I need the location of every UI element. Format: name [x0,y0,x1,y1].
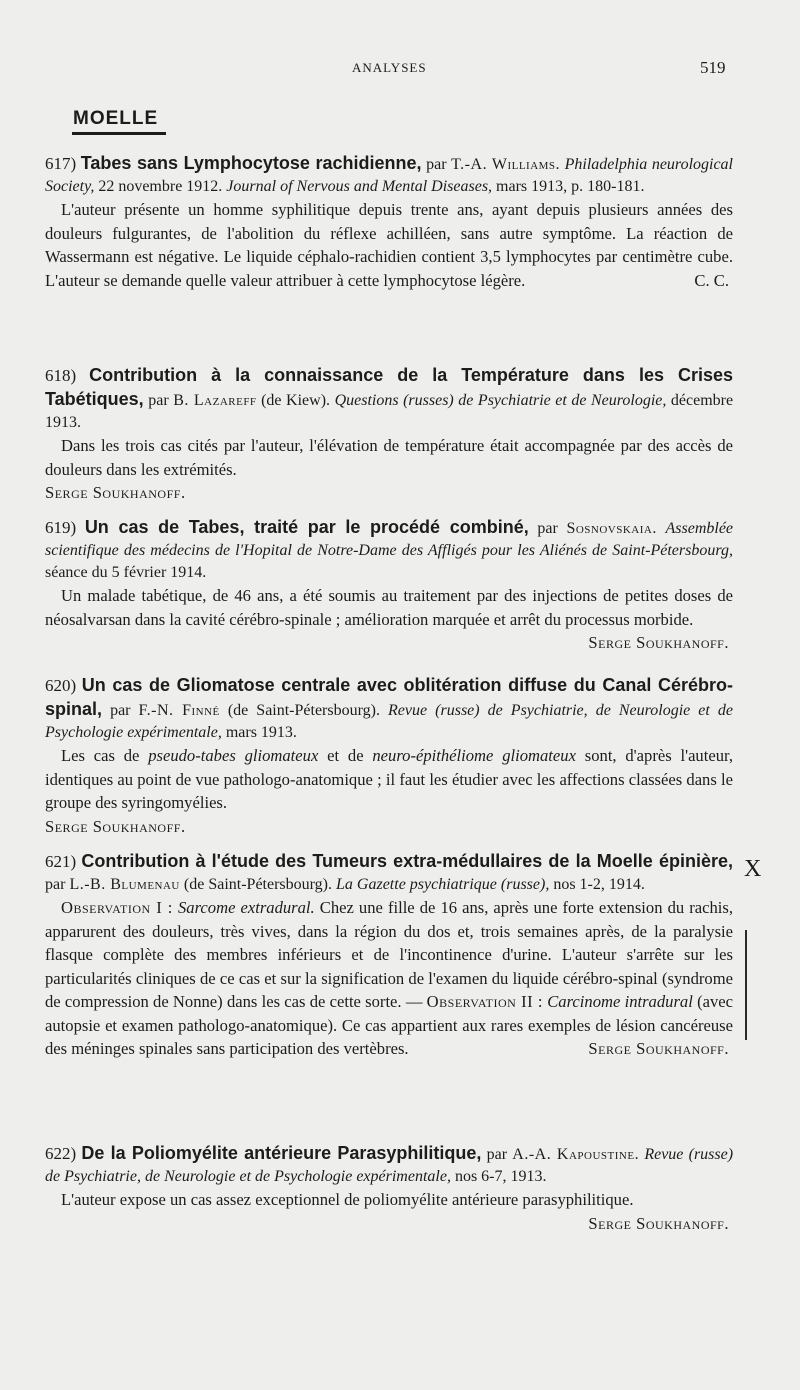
abstract-text: sont, d'après l'auteur, identiques au point de vue pathologo-anatomique ; il faut les étudier avec les affections classées dans le groupe des syringomyélies. [45,746,734,812]
par-word: par [110,702,131,719]
par-word: par [45,876,66,893]
abstract-text: Chez une fille de 16 ans, après une forte extension du rachis, apparurent des douleurs, très vives, dans la région du dos et, trois semaines après, de la paralysie flasque complète des membres inférieurs et de l'incontinence d'urine. L'auteur s'arrête sur les particularités cliniques de ce cas et sur la signification de l'examen du liquide cérébro-spinal (syndrome de compression de Nonne) dans les cas de cette sorte. — [45,898,733,1011]
source-journal: Questions [334,392,399,409]
signature: C. C. [694,270,729,290]
abstract-621 [45,850,733,1061]
abstract-622 [45,1142,733,1235]
source-lang: (russes) [403,392,454,409]
abstract-body [45,198,733,292]
entry-author: F.-N. Finné [138,702,220,719]
source-lang: (russe) [688,1146,734,1163]
entry-number: 622) [45,1144,77,1163]
abstract-620 [45,674,733,838]
signature: Serge Soukhanoff. [45,816,186,836]
author-place: (de Saint-Pétersbourg). [183,876,333,893]
abstract-text: L'auteur présente un homme syphilitique depuis trente ans, ayant depuis plusieurs années des douleurs fulgurantes, de l'abolition du réflexe achilléen, sans autre symptôme. La réaction de Wassermann est négative. Le liquide céphalo-rachidien contient 3,5 lymphocytes par centimètre cube. L'auteur se demande quelle valeur attribuer à cette lymphocytose légère. [45,200,733,290]
par-word: par [148,392,169,409]
source-lang: (russe), [500,876,550,893]
entry-author: T.-A. Williams. [451,156,561,173]
par-word: par [486,1146,508,1163]
par-word: par [537,520,558,537]
term-pseudo-tabes: pseudo-tabes gliomateux [148,746,319,765]
abstract-text: (avec autopsie et examen pathologo-anatomique). Ce cas appartient aux rares exemples de lésion cancéreuse des méninges spinales sans participation des vertèbres. [45,992,733,1058]
citation-620 [45,674,733,744]
source-date: 22 novembre 1912. [98,178,223,195]
observation-title: Sarcome extradural. [177,898,315,917]
abstract-text: et de [327,746,364,765]
entry-title: Tabes sans Lymphocytose rachidienne, [80,153,422,173]
abstract-text: Les cas de [61,746,140,765]
citation-618 [45,364,733,434]
source-journal-cont: de Psychiatrie, de Neurologie et de Psychologie expérimentale, [45,702,733,741]
signature: Serge Soukhanoff. [588,633,729,652]
observation-label: Observation II : [426,992,543,1011]
section-title: MOELLE [73,108,159,129]
source-journal-cont: de Psychiatrie et de Neurologie, [458,392,667,409]
observation-label: Observation I : [61,898,173,917]
section-underline [72,132,166,135]
entry-title: Un cas de Gliomatose centrale avec oblitération diffuse du Canal Cérébro-spinal, [45,675,734,719]
source-journal: Revue [388,702,428,719]
running-title: ANALYSES [352,60,427,75]
abstract-619 [45,516,733,655]
source-date: mars 1913. [225,724,297,741]
entry-author: L.-B. Blumenau [69,876,180,893]
entry-title: Un cas de Tabes, traité par le procédé combiné, [84,517,529,537]
citation-617 [45,152,733,198]
abstract-618 [45,364,733,505]
entry-number: 621) [45,852,77,871]
entry-number: 620) [45,676,77,695]
abstract-617 [45,152,733,292]
source-assembly: Assemblée scientifique des médecins de l'Hopital de Notre-Dame des Affligés pour les Aliénés de Saint-Pétersbourg, [45,520,734,559]
citation-622 [45,1142,733,1188]
par-word: par [426,156,447,173]
source-journal-cont: de Psychiatrie, de Neurologie et de Psychologie expérimentale, [45,1168,451,1185]
entry-author: B. Lazareff [173,392,257,409]
margin-annotation-bar [745,930,747,1040]
entry-title: Contribution à l'étude des Tumeurs extra-médullaires de la Moelle épinière, [81,851,733,871]
source-society: Philadelphia neurological Society, [45,156,733,195]
page-number: 519 [700,58,726,77]
term-neuro-epitheliome: neuro-épithéliome gliomateux [372,746,576,765]
entry-author: A.-A. Kapoustine. [512,1146,640,1163]
source-pages: mars 1913, p. 180-181. [496,178,645,195]
abstract-text: L'auteur expose un cas assez exceptionnel de poliomyélite antérieure parasyphilitique. [61,1190,634,1209]
source-journal: Revue [644,1146,684,1163]
entry-number: 617) [45,154,77,173]
abstract-body [45,1188,733,1233]
source-journal: La Gazette psychiatrique [336,876,497,893]
source-date: séance du 5 février 1914. [45,564,207,581]
abstract-body [45,896,733,1061]
entry-author: Sosnovskaia. [566,520,657,537]
citation-619 [45,516,733,584]
signature: Serge Soukhanoff. [588,1039,729,1058]
source-date: nos 1-2, 1914. [553,876,645,893]
signature: Serge Soukhanoff. [45,483,186,502]
observation-title: Carcinome intradural [547,992,693,1011]
entry-number: 619) [45,518,77,537]
signature: Serge Soukhanoff. [588,1213,729,1233]
running-header [0,60,800,80]
author-place: (de Saint-Pétersbourg). [227,702,380,719]
citation-621 [45,850,733,896]
source-date: nos 6-7, 1913. [454,1168,547,1185]
abstract-text: Un malade tabétique, de 46 ans, a été soumis au traitement par des injections de petites doses de néosalvarsan dans la cavité cérébro-spinale ; amélioration marquée et arrêt du processus morbide. [45,586,733,629]
entry-number: 618) [45,366,77,385]
author-place: (de Kiew). [261,392,331,409]
source-date: décembre 1913. [45,392,734,431]
abstract-body: Dans les trois cas cités par l'auteur, l'élévation de température était accompagnée par des accès de douleurs dans les extrémités. [45,436,733,479]
source-lang: (russe) [435,702,480,719]
abstract-body [45,584,733,652]
margin-annotation-mark: X [744,856,762,882]
source-journal: Journal of Nervous and Mental Diseases, [226,178,493,195]
entry-title: De la Poliomyélite antérieure Parasyphilitique, [81,1143,482,1163]
entry-title: Contribution à la connaissance de la Température dans les Crises Tabétiques, [45,365,734,409]
abstract-body [45,744,733,815]
